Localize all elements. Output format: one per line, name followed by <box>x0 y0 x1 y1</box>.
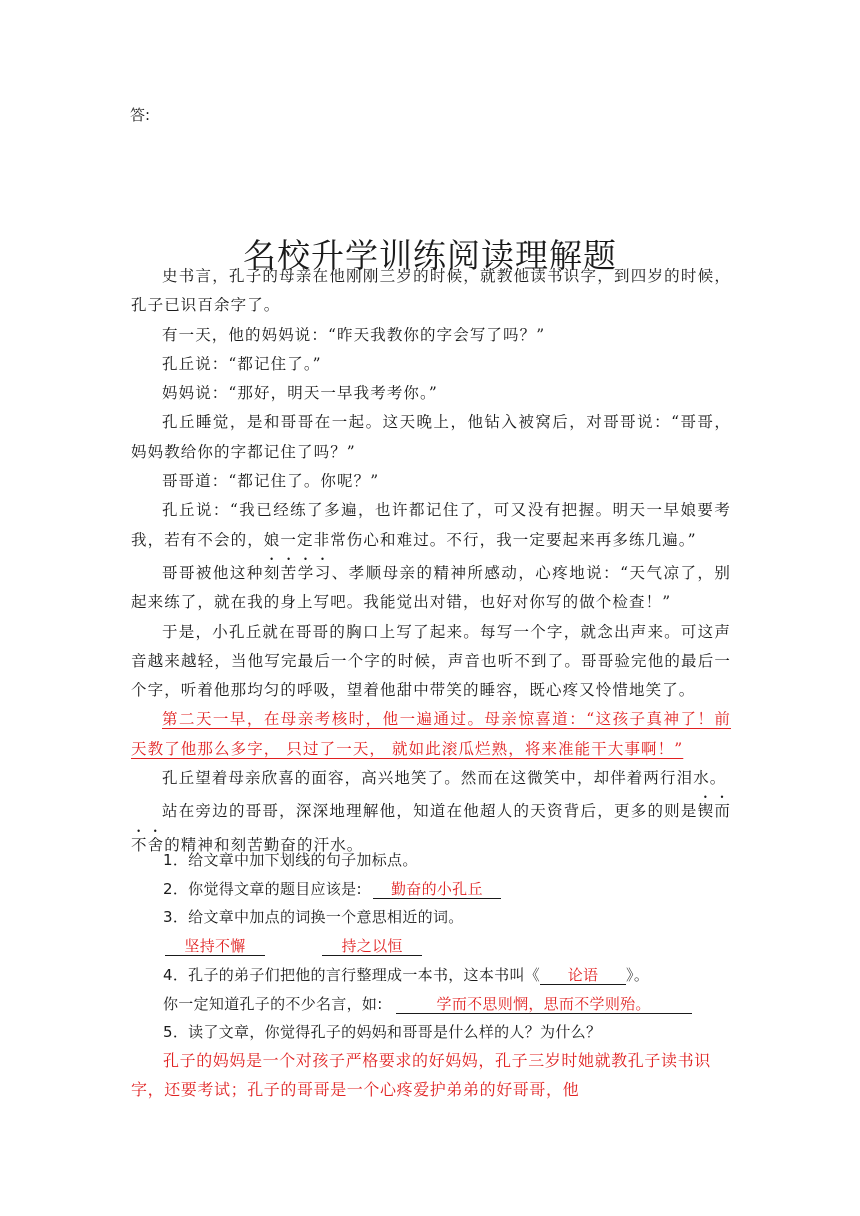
story-paragraph: 于是，小孔丘就在哥哥的胸口上写了起来。每写一个字，就念出声来。可这声音越来越轻，当他写完最后一个字的时候，声音也听不到了。哥哥验完他的最后一个字，听着他那均匀的呼吸，望着他甜中带笑的睡容，既心疼又怜惜地笑了。 <box>131 622 731 700</box>
story-paragraph <box>131 555 731 618</box>
story-paragraph: 哥哥道：“都记住了。你呢？” <box>162 472 380 491</box>
story-paragraph: 史书言，孔子的母亲在他刚刚三岁的时候，就教他读书识字，到四岁的时候，孔子已识百余字了。 <box>131 267 731 315</box>
story-paragraph: 孔丘说：“我已经练了多遍，也许都记住了，可又没有把握。明天一早娘要考我，若有不会的，娘一定非常伤心和难过。不行，我一定要起来再多练几遍。” <box>131 501 731 549</box>
story-text <box>131 262 731 860</box>
question-3: 3．给文章中加点的词换一个意思相近的词。 <box>163 908 464 927</box>
question-4-text-end: 》。 <box>626 965 650 984</box>
answer-blank: 论语 <box>540 966 626 985</box>
answer-blank: 持之以恒 <box>322 937 422 956</box>
question-2-text: 2．你觉得文章的题目应该是: <box>163 879 362 898</box>
story-paragraph: 孔丘睡觉，是和哥哥在一起。这天晚上，他钻入被窝后，对哥哥说：“哥哥，妈妈教给你的字都记住了吗？” <box>131 413 731 461</box>
dotted-phrase: 刻苦学习 <box>263 563 332 582</box>
question-1: 1．给文章中加下划线的句子加标点。 <box>163 851 418 869</box>
answer-blank: 坚持不懈 <box>165 937 265 956</box>
answer-blank: 勤奋的小孔丘 <box>373 880 501 899</box>
story-paragraph: 孔丘说：“都记住了。” <box>162 354 322 373</box>
answer-label: 答: <box>130 106 151 124</box>
question-3-answers <box>131 932 731 961</box>
story-paragraph: 妈妈说：“那好，明天一早我考考你。” <box>162 384 438 403</box>
question-4-text: 4．孔子的弟子们把他的言行整理成一本书，这本书叫《 <box>163 965 541 984</box>
questions <box>131 846 731 1104</box>
story-paragraph: 孔丘望着母亲欣喜的面容，高兴地笑了。然而在这微笑中，却伴着两行泪水。 <box>162 769 727 788</box>
story-text-segment: 哥哥被他这种 <box>162 563 264 582</box>
story-text-segment: 站在旁边的哥哥，深深地理解他，知道在他超人的天资背后，更多的则是 <box>162 802 698 821</box>
underlined-sentence: 第二天一早，在母亲考核时，他一遍通过。母亲惊喜道：“这孩子真神了！前天教了他那么多字， 只过了一天， 就如此滚瓜烂熟，将来准能干大事啊！” <box>131 710 731 758</box>
page-title: 名校升学训练阅读理解题 <box>243 236 617 276</box>
story-text-segment: 、孝顺母亲的精神所感动，心疼地说：“天气凉了，别起来练了，就在我的身上写吧。我能觉出对错，也好对你写的做个检查！” <box>131 563 731 612</box>
story-text-segment: 的精神和刻苦勤奋的汗水。 <box>164 835 364 854</box>
question-5: 5．读了文章，你觉得孔子的妈妈和哥哥是什么样的人？为什么？ <box>163 1023 602 1042</box>
answer-blank: 学而不思则惘，思而不学则殆。 <box>396 995 692 1014</box>
dotted-phrase: 锲而不舍 <box>131 802 731 854</box>
question-2 <box>131 875 731 904</box>
question-5-answer: 孔子的妈妈是一个对孩子严格要求的好妈妈，孔子三岁时她就教孔子读书识字，还要考试；孔子的哥哥是一个心疼爱护弟弟的好哥哥，他 <box>131 1050 711 1099</box>
story-paragraph: 有一天，他的妈妈说：“昨天我教你的字会写了吗？” <box>162 325 546 344</box>
question-4-followup-text: 你一定知道孔子的不少名言，如: <box>163 994 383 1013</box>
question-4-followup <box>131 990 731 1019</box>
question-4 <box>131 961 731 990</box>
